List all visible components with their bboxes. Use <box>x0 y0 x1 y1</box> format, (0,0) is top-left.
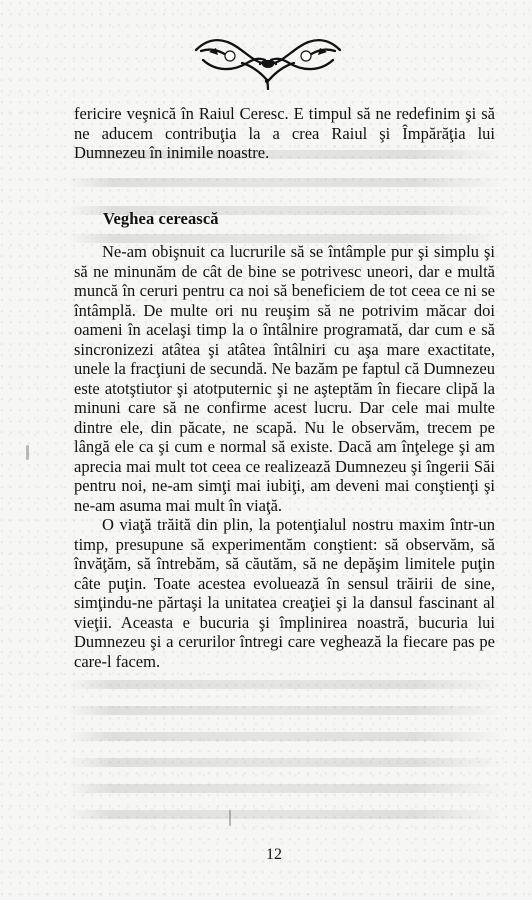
section-paragraph-2: O viaţă trăită din plin, la potenţialul nostru maxim într-un timp, presupune să experimentăm conştient: să observăm, să învăţăm, să întrebăm, să căutăm, să ne depăşim limitele puţin câte puţin. Toate acestea evoluează în sensul trăirii de sine, simţindu-ne părtaşi la unitatea creaţiei şi la dansul fascinant al vieţii. Aceasta e bucuria şi împlinirea noastră, bucuria lui Dumnezeu şi a cerurilor întregi care veghează la fiecare pas pe care-l facem. <box>74 515 495 671</box>
page-number: 12 <box>266 846 282 863</box>
angel-trumpet-ornament-icon <box>188 28 348 90</box>
scan-speck <box>229 810 231 826</box>
section-heading: Veghea cerească <box>103 209 219 228</box>
opening-paragraph: fericire veşnică în Raiul Ceresc. E timpul să ne redefinim şi să ne aducem contribuţia la a crea Raiul şi Împărăţia lui Dumnezeu în inimile noastre. <box>74 104 495 163</box>
scan-speck <box>26 445 29 460</box>
section-paragraph-1: Ne-am obişnuit ca lucrurile să se întâmple pur şi simplu şi să ne minunăm de cât de bine se potrivesc uneori, dar e multă muncă în ceruri pentru ca noi să beneficiem de tot ceea ce ni se întâmplă. De multe ori nu reuşim să ne potrivim măcar doi oameni în acelaşi timp la o întâlnire programată, dar cum e să sincronizezi atâtea şi atâtea întâlniri cu aşa mare exactitate, unele la fracţiuni de secundă. Ne bazăm pe faptul că Dumnezeu este atotştiutor şi atotputernic şi ne aşteptăm în fiecare clipă la minuni care să ne confirme acest lucru. Dar cele mai multe dintre ele, din păcate, ne scapă. Nu le observăm, trecem pe lângă ele ca şi cum e normal să existe. Dacă am înţelege şi am aprecia mai mult tot ceea ce realizează Dumnezeu şi îngerii Săi pentru noi, ne-am simţi mai iubiţi, am deveni mai conştienţi şi ne-am asuma mai mult în viaţă. <box>74 242 495 515</box>
opening-paragraph-block <box>74 104 495 163</box>
section-body <box>74 242 495 671</box>
